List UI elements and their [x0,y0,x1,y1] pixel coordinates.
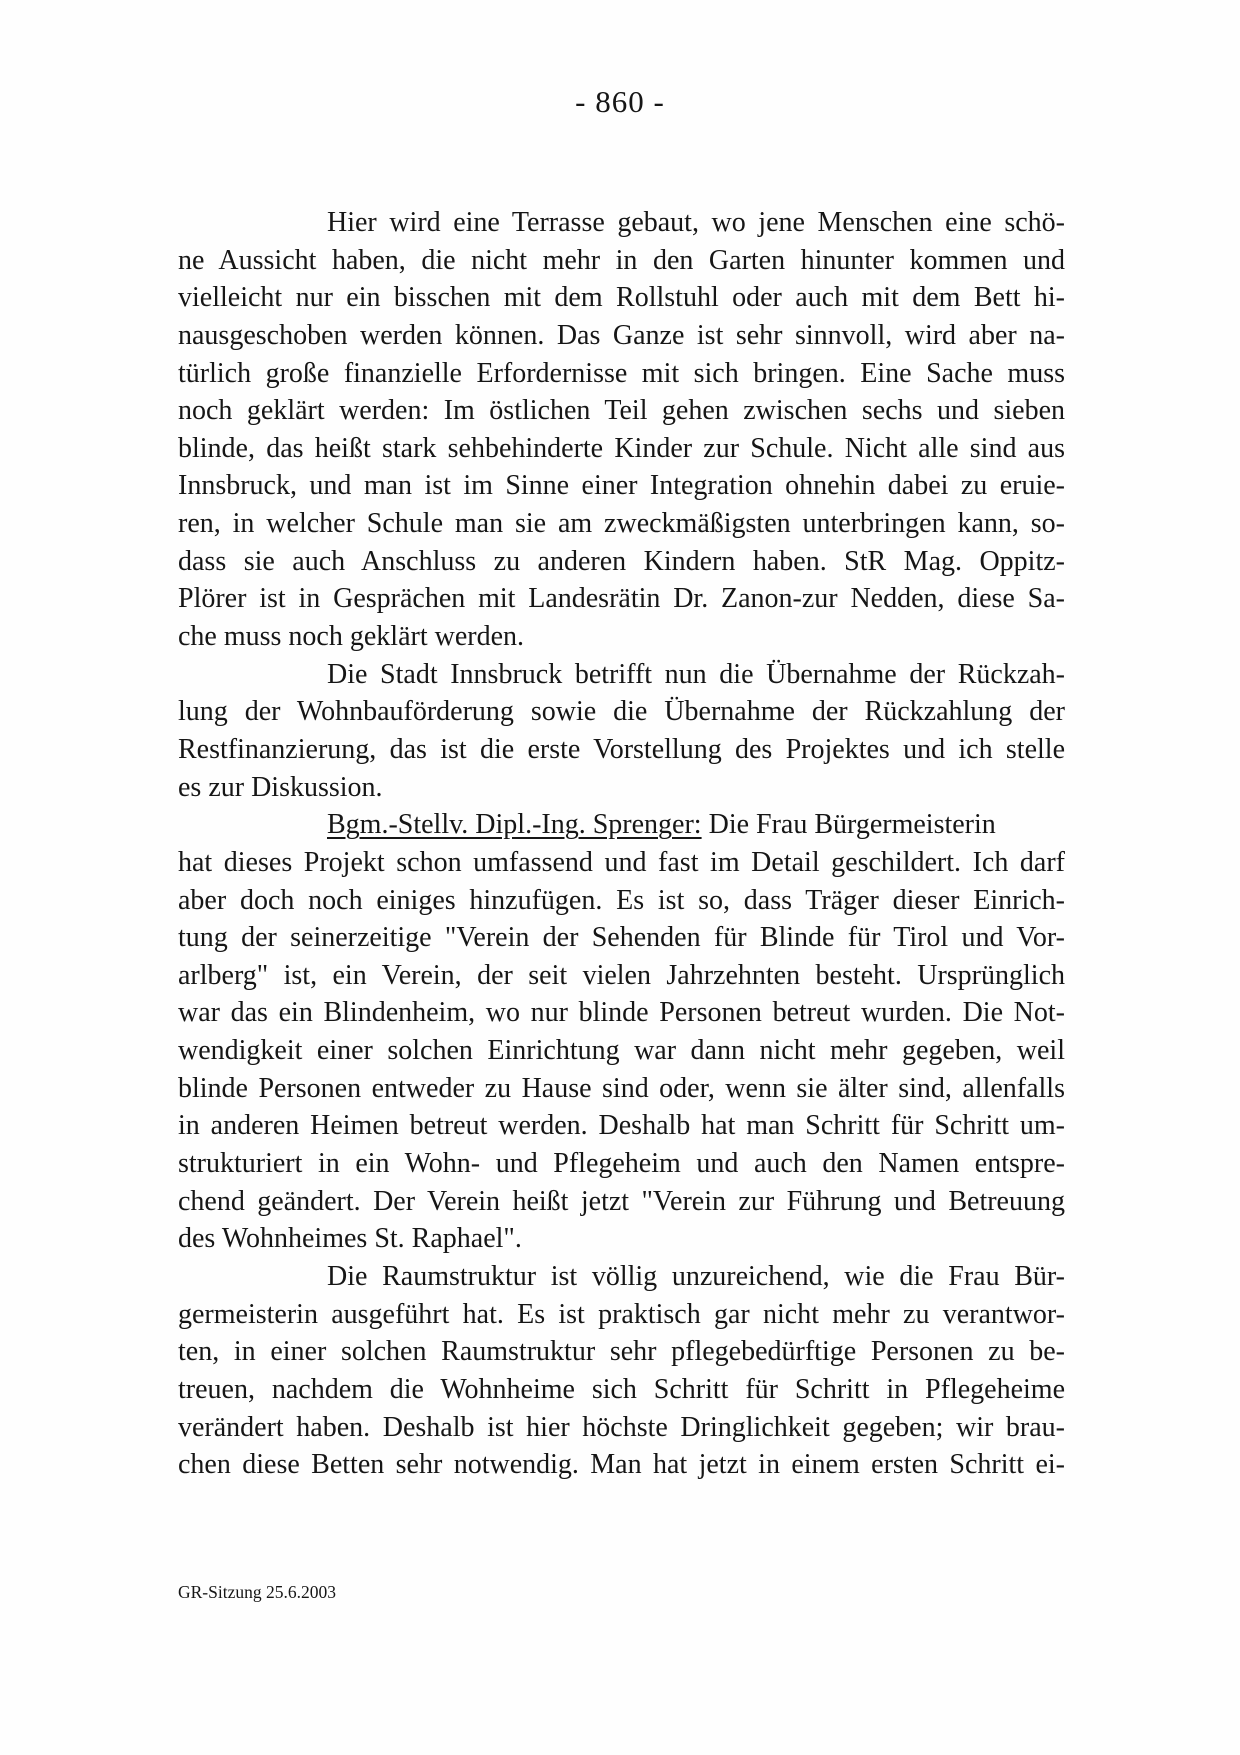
text-segment: Hier wird eine Terrasse gebaut, wo jene Menschen eine schö- [327,207,1065,238]
text-line [178,769,1065,807]
text-segment: wendigkeit einer solchen Einrichtung war dann nicht mehr gegeben, weil [178,1035,1065,1067]
text-line [178,618,1065,656]
text-line [178,279,1065,317]
text-line [178,1296,1065,1334]
page-number: - 860 - [575,84,665,119]
text-line [178,1409,1065,1447]
text-segment: Innsbruck, und man ist im Sinne einer Integration ohnehin dabei zu eruie- [178,470,1065,502]
text-segment: che muss noch geklärt werden. [178,621,524,653]
text-line [178,430,1065,468]
text-segment: strukturiert in ein Wohn- und Pflegeheim und auch den Namen entspre- [178,1148,1065,1180]
text-segment: aber doch noch einiges hinzufügen. Es ist so, dass Träger dieser Einrich- [178,884,1065,916]
text-line [178,994,1065,1032]
paragraph [178,806,1065,1258]
text-line [178,919,1065,957]
text-segment: in anderen Heimen betreut werden. Deshalb hat man Schritt für Schritt um- [178,1110,1065,1142]
text-line [178,1258,1065,1296]
text-segment: türlich große finanzielle Erfordernisse mit sich bringen. Eine Sache muss [178,357,1065,389]
text-segment: ten, in einer solchen Raumstruktur sehr pflegebedürftige Personen zu be- [178,1336,1065,1368]
text-segment: Die Raumstruktur ist völlig unzureichend, wie die Frau Bür- [327,1260,1065,1292]
text-segment: blinde Personen entweder zu Hause sind oder, wenn sie älter sind, allenfalls [178,1072,1065,1104]
text-segment: germeisterin ausgeführt hat. Es ist praktisch gar nicht mehr zu verantwor- [178,1298,1065,1330]
text-line [178,1371,1065,1409]
text-line [178,1107,1065,1145]
speaker-name-underlined: Bgm.-Stellv. Dipl.-Ing. Sprenger: [327,809,702,841]
text-segment: nausgeschoben werden können. Das Ganze ist sehr sinnvoll, wird aber na- [178,319,1065,351]
text-line [178,355,1065,393]
paragraph [178,204,1065,656]
text-segment: Die Frau Bürgermeisterin [701,809,996,841]
text-line [178,656,1065,694]
text-line [178,317,1065,355]
text-line [178,1333,1065,1371]
paragraph [178,656,1065,807]
text-line [178,242,1065,280]
text-line [178,806,1065,844]
text-segment: hat dieses Projekt schon umfassend und fast im Detail geschildert. Ich darf [178,846,1065,878]
text-segment: ren, in welcher Schule man sie am zweckmäßigsten unterbringen kann, so- [178,508,1065,540]
text-line [178,392,1065,430]
text-line [178,693,1065,731]
text-line [178,1446,1065,1484]
text-line [178,467,1065,505]
text-line [178,580,1065,618]
text-line [178,957,1065,995]
text-segment: ne Aussicht haben, die nicht mehr in den Garten hinunter kommen und [178,244,1065,276]
text-segment: tung der seinerzeitige "Verein der Sehenden für Blinde für Tirol und Vor- [178,922,1065,954]
text-line [178,1220,1065,1258]
text-segment: lung der Wohnbauförderung sowie die Übernahme der Rückzahlung der [178,696,1065,728]
text-segment: Restfinanzierung, das ist die erste Vorstellung des Projektes und ich stelle [178,733,1065,765]
footer-session-label: GR-Sitzung 25.6.2003 [178,1582,336,1602]
text-segment: chend geändert. Der Verein heißt jetzt "Verein zur Führung und Betreuung [178,1185,1065,1217]
text-segment: verändert haben. Deshalb ist hier höchste Dringlichkeit gegeben; wir brau- [178,1411,1065,1443]
text-segment: dass sie auch Anschluss zu anderen Kindern haben. StR Mag. Oppitz- [178,545,1065,577]
text-line [178,1070,1065,1108]
text-segment: Plörer ist in Gesprächen mit Landesrätin Dr. Zanon-zur Nedden, diese Sa- [178,583,1065,615]
text-line [178,543,1065,581]
text-line [178,844,1065,882]
text-line [178,882,1065,920]
text-segment: chen diese Betten sehr notwendig. Man hat jetzt in einem ersten Schritt ei- [178,1449,1065,1481]
text-segment: noch geklärt werden: Im östlichen Teil gehen zwischen sechs und sieben [178,395,1065,427]
text-line [178,1183,1065,1221]
text-segment: des Wohnheimes St. Raphael". [178,1223,522,1255]
document-body [178,204,1065,1484]
text-segment: vielleicht nur ein bisschen mit dem Rollstuhl oder auch mit dem Bett hi- [178,282,1065,314]
text-segment: Die Stadt Innsbruck betrifft nun die Übernahme der Rückzah- [327,658,1065,690]
text-segment: treuen, nachdem die Wohnheime sich Schritt für Schritt in Pflegeheime [178,1373,1065,1405]
text-line [178,1145,1065,1183]
text-segment: war das ein Blindenheim, wo nur blinde Personen betreut wurden. Die Not- [178,997,1065,1029]
text-segment: es zur Diskussion. [178,771,383,803]
text-segment: arlberg" ist, ein Verein, der seit vielen Jahrzehnten besteht. Ursprünglich [178,959,1065,991]
text-line [178,505,1065,543]
text-line [178,731,1065,769]
text-line [178,204,1065,242]
text-line [178,1032,1065,1070]
paragraph [178,1258,1065,1484]
text-segment: blinde, das heißt stark sehbehinderte Kinder zur Schule. Nicht alle sind aus [178,432,1065,464]
